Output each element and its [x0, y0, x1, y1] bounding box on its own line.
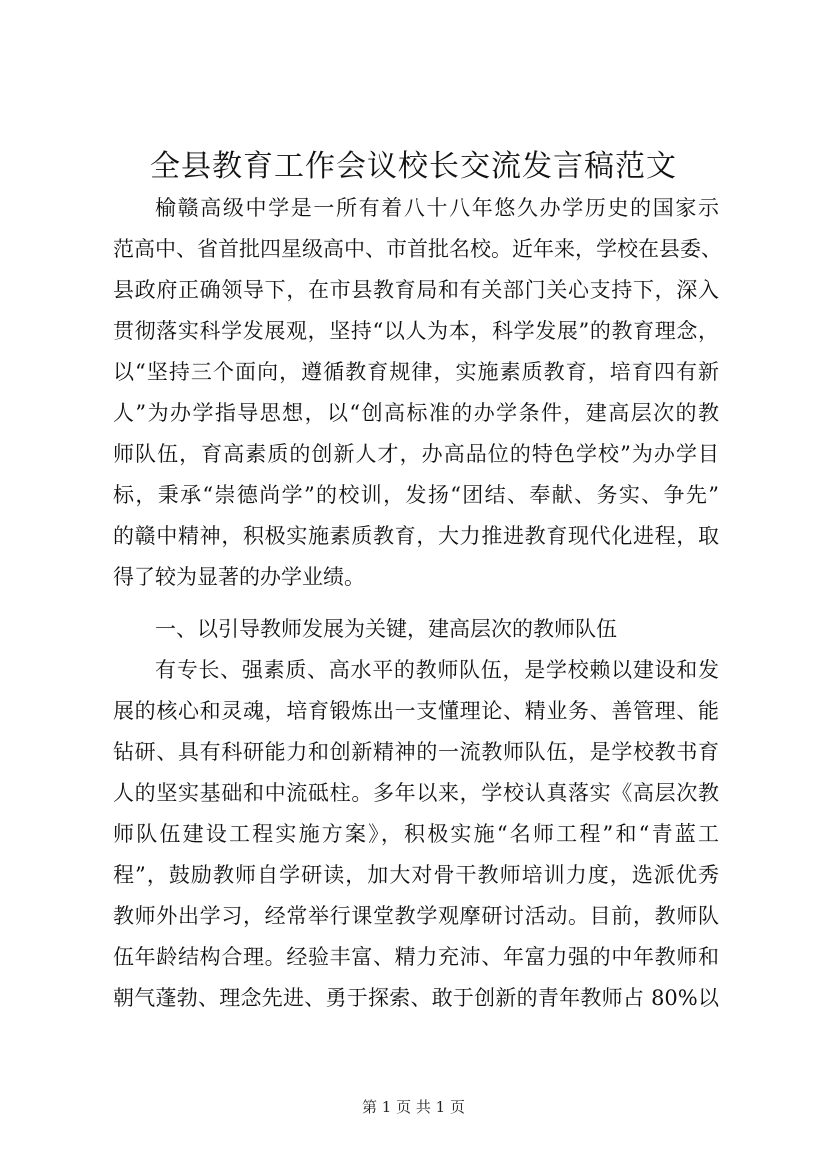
paragraph-line: 师队伍，育高素质的创新人才，办高品位的特色学校”为办学目 [113, 442, 719, 466]
paragraph-line: 贯彻落实科学发展观，坚持“以人为本，科学发展”的教育理念， [113, 319, 719, 343]
paragraph-line: 以“坚持三个面向，遵循教育规律，实施素质教育，培育四有新 [113, 360, 719, 384]
page-title: 全县教育工作会议校长交流发言稿范文 [150, 149, 677, 184]
paragraph-line: 人”为办学指导思想，以“创高标准的办学条件，建高层次的教 [113, 401, 719, 425]
paragraph-line: 展的核心和灵魂，培育锻炼出一支懂理论、精业务、善管理、能 [113, 699, 719, 723]
paragraph-line: 伍年龄结构合理。经验丰富、精力充沛、年富力强的中年教师和 [113, 945, 719, 969]
section-heading: 一、以引导教师发展为关键，建高层次的教师队伍 [155, 617, 617, 641]
paragraph-line: 人的坚实基础和中流砥柱。多年以来，学校认真落实《高层次教 [113, 781, 719, 805]
page-footer: 第 1 页 共 1 页 [362, 1098, 465, 1116]
paragraph-line: 范高中、省首批四星级高中、市首批名校。近年来，学校在县委、 [113, 237, 722, 261]
paragraph-line: 县政府正确领导下，在市县教育局和有关部门关心支持下，深入 [113, 278, 719, 302]
paragraph-line: 的赣中精神，积极实施素质教育，大力推进教育现代化进程，取 [113, 524, 719, 548]
paragraph-line: 教师外出学习，经常举行课堂教学观摩研讨活动。目前，教师队 [113, 904, 719, 928]
paragraph-line: 钻研、具有科研能力和创新精神的一流教师队伍，是学校教书育 [113, 740, 719, 764]
paragraph-line: 榆赣高级中学是一所有着八十八年悠久办学历史的国家示 [155, 196, 719, 220]
paragraph-line: 朝气蓬勃、理念先进、勇于探索、敢于创新的青年教师占 80%以 [113, 986, 719, 1010]
paragraph-line: 有专长、强素质、高水平的教师队伍，是学校赖以建设和发 [155, 658, 719, 682]
paragraph-line: 师队伍建设工程实施方案》，积极实施“名师工程”和“青蓝工 [113, 822, 719, 846]
paragraph-line: 程”，鼓励教师自学研读，加大对骨干教师培训力度，选派优秀 [113, 863, 719, 887]
paragraph-line: 标，秉承“崇德尚学”的校训，发扬“团结、奉献、务实、争先” [113, 483, 719, 507]
paragraph-line: 得了较为显著的办学业绩。 [113, 565, 365, 589]
